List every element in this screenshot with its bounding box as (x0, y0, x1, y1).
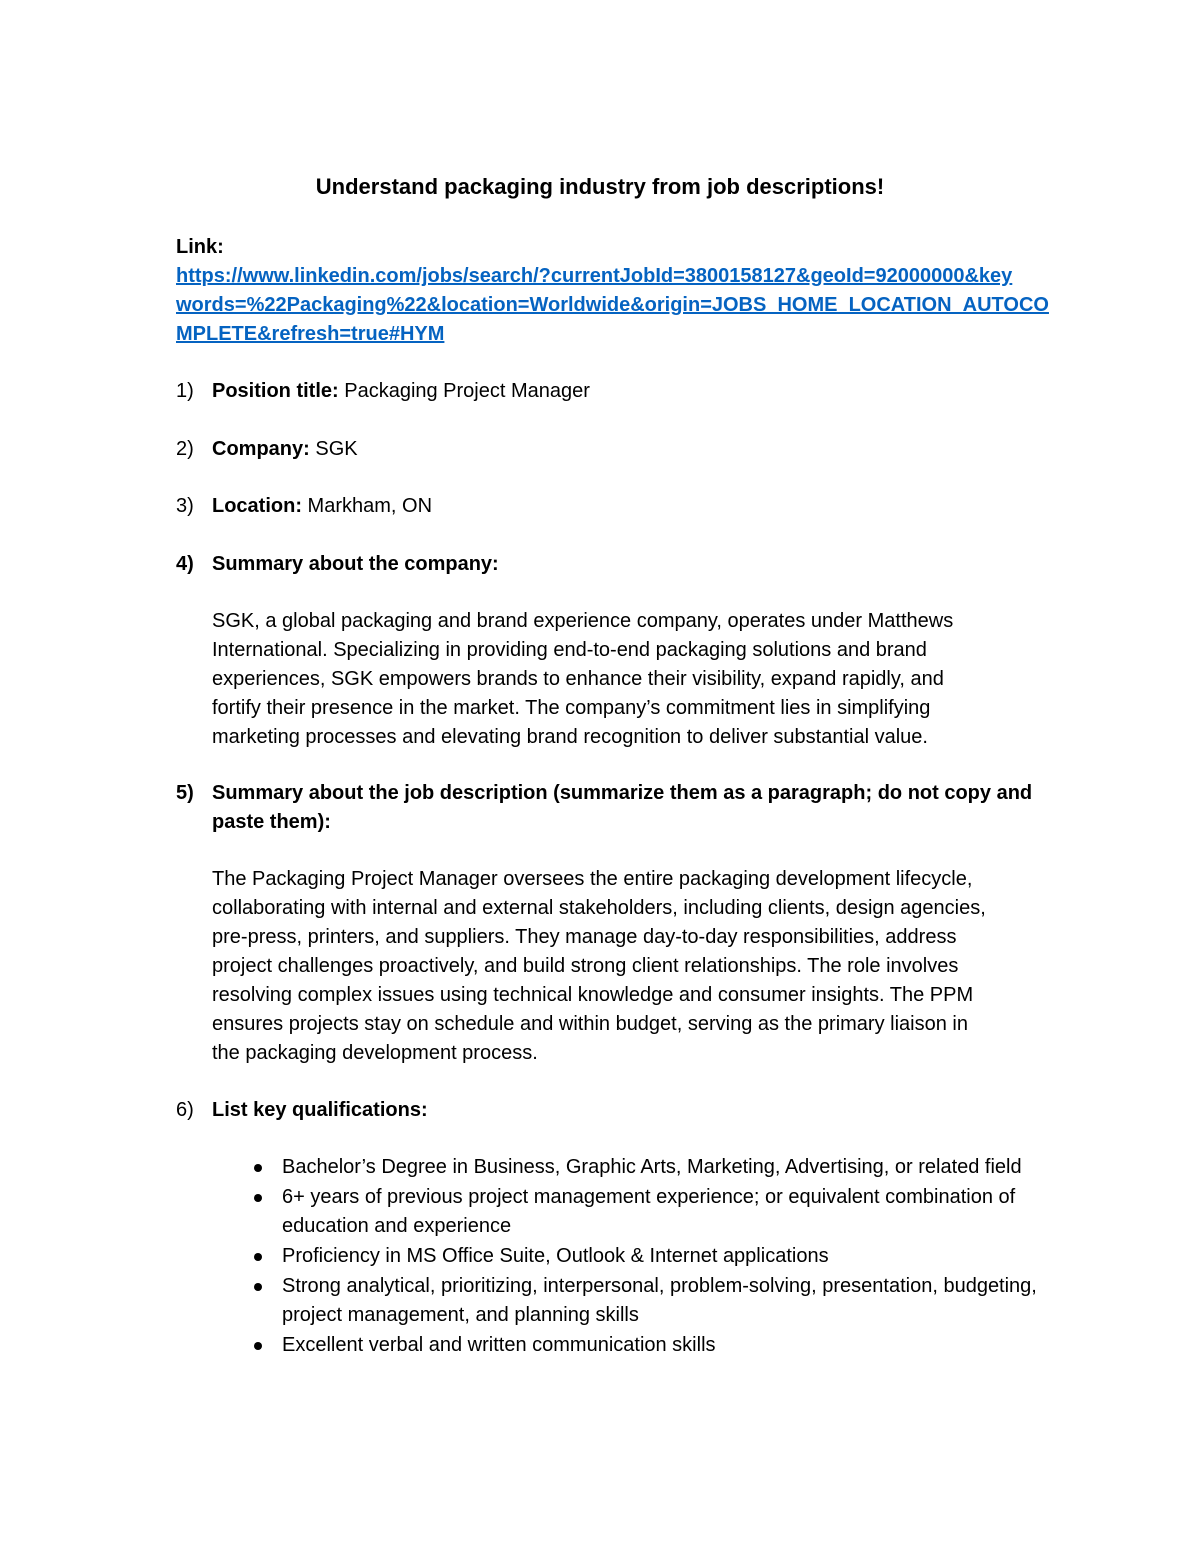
item-value: Markham, ON (302, 495, 433, 517)
company-summary-paragraph (212, 607, 1062, 752)
bullet-icon (254, 1283, 262, 1291)
item-label: List key qualifications: (212, 1099, 428, 1121)
item-number: 1) (176, 380, 194, 402)
paragraph-line: fortify their presence in the market. The company’s commitment lies in simplifying (212, 697, 931, 719)
qualification-text: 6+ years of previous project management experience; or equivalent combination of education and experience (282, 1186, 1016, 1237)
item-label: Position title: (212, 380, 339, 402)
qualification-text: Excellent verbal and written communication skills (282, 1334, 716, 1356)
link-label: Link: (176, 236, 224, 258)
paragraph-line: project challenges proactively, and build strong client relationships. The role involves (212, 955, 959, 977)
bullet-icon (254, 1164, 262, 1172)
bullet-icon (254, 1342, 262, 1350)
item-number: 5) (176, 782, 194, 804)
qualification-item (248, 1183, 1078, 1241)
item-label: Location: (212, 495, 302, 517)
bullet-icon (254, 1194, 262, 1202)
link-url-line-3[interactable]: MPLETE&refresh=true#HYM (176, 323, 445, 345)
qualification-item (248, 1331, 1078, 1360)
item-value: Packaging Project Manager (338, 380, 590, 402)
bullet-icon (254, 1253, 262, 1261)
linkedin-job-link[interactable] (176, 262, 1056, 349)
paragraph-line: ensures projects stay on schedule and within budget, serving as the primary liaison in (212, 1013, 968, 1035)
job-summary-paragraph (212, 865, 1062, 1068)
paragraph-line: The Packaging Project Manager oversees the entire packaging development lifecycle, (212, 868, 973, 890)
qualification-text: Strong analytical, prioritizing, interpersonal, problem-solving, presentation, budgeting, project management, and planning skills (282, 1275, 1037, 1326)
paragraph-line: collaborating with internal and external stakeholders, including clients, design agencies, (212, 897, 986, 919)
paragraph-line: the packaging development process. (212, 1042, 538, 1064)
item-label: Summary about the company: (212, 553, 499, 575)
paragraph-line: resolving complex issues using technical knowledge and consumer insights. The PPM (212, 984, 974, 1006)
item-label: Company: (212, 438, 310, 460)
paragraph-line: pre-press, printers, and suppliers. They manage day-to-day responsibilities, address (212, 926, 957, 948)
qualification-text: Proficiency in MS Office Suite, Outlook & Internet applications (282, 1245, 829, 1267)
link-url-line-2[interactable]: words=%22Packaging%22&location=Worldwide&origin=JOBS_HOME_LOCATION_AUTOCO (176, 294, 1049, 316)
qualification-text: Bachelor’s Degree in Business, Graphic Arts, Marketing, Advertising, or related field (282, 1156, 1022, 1178)
document-title: Understand packaging industry from job descriptions! (315, 174, 885, 199)
qualification-item (248, 1242, 1078, 1271)
item-number: 3) (176, 495, 194, 517)
paragraph-line: marketing processes and elevating brand recognition to deliver substantial value. (212, 726, 928, 748)
paragraph-line: experiences, SGK empowers brands to enhance their visibility, expand rapidly, and (212, 668, 944, 690)
link-url-line-1[interactable]: https://www.linkedin.com/jobs/search/?currentJobId=3800158127&geoId=92000000&key (176, 265, 1013, 287)
item-number: 6) (176, 1099, 194, 1121)
paragraph-line: SGK, a global packaging and brand experience company, operates under Matthews (212, 610, 954, 632)
item-number: 4) (176, 553, 194, 575)
qualification-item (248, 1153, 1078, 1182)
item-label: Summary about the job description (summarize them as a paragraph; do not copy and paste them): (212, 782, 1033, 833)
qualification-item (248, 1272, 1078, 1330)
item-number: 2) (176, 438, 194, 460)
item-value: SGK (309, 438, 358, 460)
paragraph-line: International. Specializing in providing end-to-end packaging solutions and brand (212, 639, 927, 661)
qualifications-list (248, 1153, 1078, 1361)
